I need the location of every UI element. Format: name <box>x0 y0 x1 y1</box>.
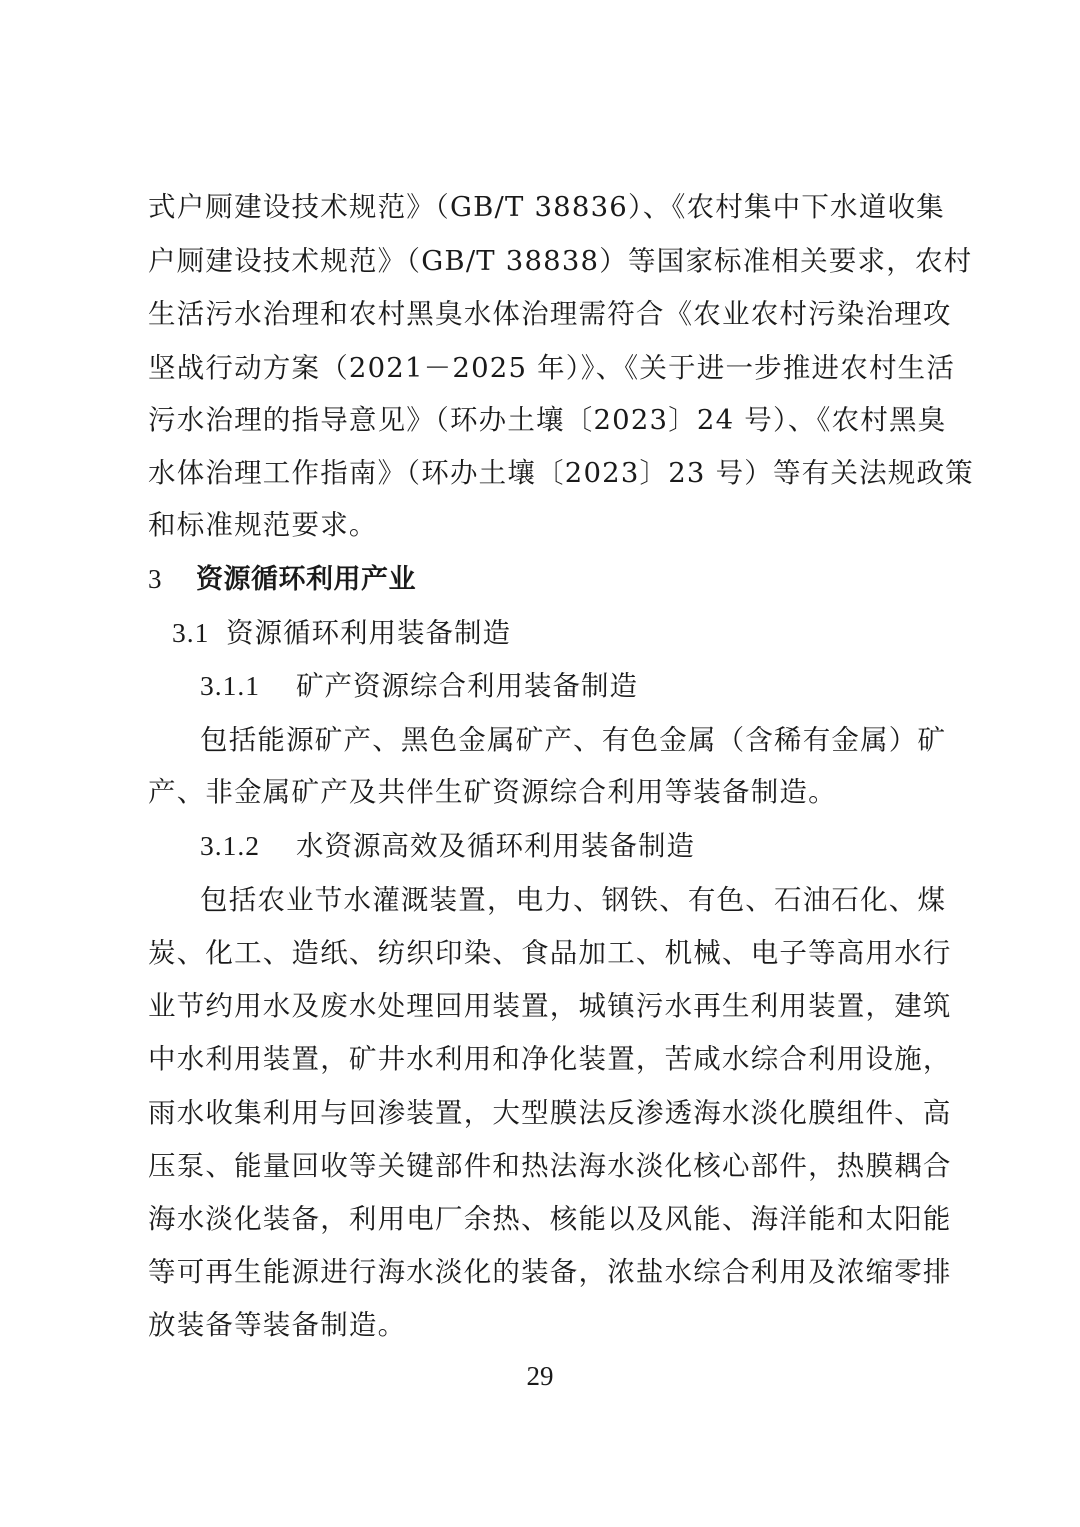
section-3-1-1-title: 矿产资源综合利用装备制造 <box>296 670 638 702</box>
section-3-1-heading <box>172 613 511 653</box>
section-3-1-2-heading <box>200 826 695 866</box>
paragraph-2-line-1: 包括能源矿产、黑色金属矿产、有色金属（含稀有金属）矿 <box>200 724 947 756</box>
paragraph-1-line-1: 式户厕建设技术规范》（GB/T 38836）、《农村集中下水道收集 <box>148 191 945 223</box>
section-3-1-number: 3.1 <box>172 617 210 648</box>
paragraph-1-line-6: 水体治理工作指南》（环办土壤〔2023〕23 号）等有关法规政策 <box>148 457 974 489</box>
paragraph-3-line-4: 中水利用装置，矿井水利用和净化装置，苦咸水综合利用设施， <box>148 1043 952 1075</box>
paragraph-1-line-7: 和标准规范要求。 <box>148 509 378 541</box>
paragraph-1-line-2: 户厕建设技术规范》（GB/T 38838）等国家标准相关要求，农村 <box>148 245 973 277</box>
section-3-heading <box>148 559 416 600</box>
paragraph-3-line-9: 放装备等装备制造。 <box>148 1309 407 1341</box>
paragraph-3-line-1: 包括农业节水灌溉装置，电力、钢铁、有色、石油石化、煤 <box>200 884 947 916</box>
paragraph-3-line-7: 海水淡化装备，利用电厂余热、核能以及风能、海洋能和太阳能 <box>148 1203 952 1235</box>
section-3-number: 3 <box>148 564 162 594</box>
paragraph-1-line-5: 污水治理的指导意见》（环办土壤〔2023〕24 号）、《农村黑臭 <box>148 404 947 436</box>
section-3-1-1-heading <box>200 666 638 706</box>
page-number: 29 <box>526 1361 554 1391</box>
paragraph-3-line-8: 等可再生能源进行海水淡化的装备，浓盐水综合利用及浓缩零排 <box>148 1256 952 1288</box>
section-3-title: 资源循环利用产业 <box>196 564 416 595</box>
section-3-1-2-title: 水资源高效及循环利用装备制造 <box>296 830 695 862</box>
paragraph-3-line-6: 压泵、能量回收等关键部件和热法海水淡化核心部件，热膜耦合 <box>148 1150 952 1182</box>
paragraph-3-line-5: 雨水收集利用与回渗装置，大型膜法反渗透海水淡化膜组件、高 <box>148 1097 952 1129</box>
paragraph-2-line-2: 产、非金属矿产及共伴生矿资源综合利用等装备制造。 <box>148 776 837 808</box>
section-3-1-2-number: 3.1.2 <box>200 830 260 861</box>
section-3-1-1-number: 3.1.1 <box>200 670 260 701</box>
paragraph-1-line-4: 坚战行动方案（2021－2025 年）》、《关于进一步推进农村生活 <box>148 352 956 384</box>
paragraph-1-line-3: 生活污水治理和农村黑臭水体治理需符合《农业农村污染治理攻 <box>148 298 952 330</box>
paragraph-3-line-2: 炭、化工、造纸、纺织印染、食品加工、机械、电子等高用水行 <box>148 937 952 969</box>
paragraph-3-line-3: 业节约用水及废水处理回用装置，城镇污水再生利用装置，建筑 <box>148 990 952 1022</box>
section-3-1-title: 资源循环利用装备制造 <box>226 617 511 649</box>
